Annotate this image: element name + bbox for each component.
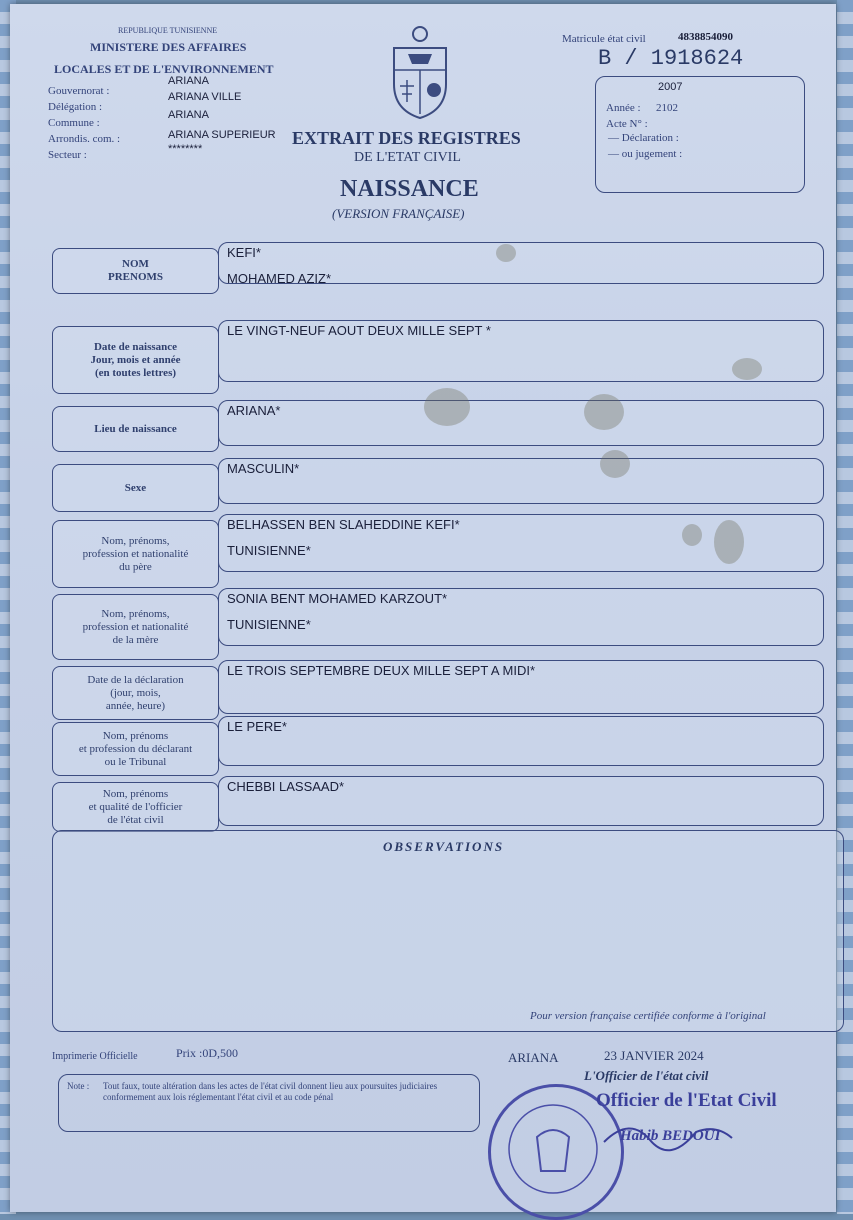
arrondis-value: ARIANA SUPERIEUR [168,129,276,141]
delegation-label: Délégation : [48,101,103,113]
field-value-box-5 [218,588,824,646]
field-value: LE VINGT-NEUF AOUT DEUX MILLE SEPT * [227,323,491,338]
field-value-box-8 [218,776,824,826]
secteur-label: Secteur : [48,149,87,161]
field-value: TUNISIENNE* [227,543,311,558]
certified-text: Pour version française certifiée conforme à l'original [530,1010,766,1022]
commune-value: ARIANA [168,109,209,121]
tunisia-coat-of-arms-icon [388,24,452,120]
field-label-6 [52,666,219,720]
note-label: Note : [67,1081,90,1091]
observations-box [52,830,844,1032]
field-label-8 [52,782,219,832]
field-value: CHEBBI LASSAAD* [227,779,345,794]
gouvernorat-value: ARIANA [168,75,209,87]
matricule-label: Matricule état civil [562,33,646,45]
field-label-text: NOM PRENOMS [108,258,163,283]
signature-title: Officier de l'Etat Civil [596,1090,777,1111]
naissance-title: NAISSANCE [340,176,479,202]
annee-typed-value: 2007 [658,81,683,93]
annee-value: 2102 [656,102,678,114]
birth-certificate-document [10,4,836,1212]
ministere-line-2: LOCALES ET DE L'ENVIRONNEMENT [54,62,274,76]
secteur-value: ******** [168,143,203,155]
field-value: ARIANA* [227,403,281,418]
field-label-7 [52,722,219,776]
field-label-text: Sexe [124,481,147,494]
field-value-box-3 [218,458,824,504]
field-label-text: Lieu de naissance [94,422,177,435]
field-value-box-2 [218,400,824,446]
field-value: KEFI* [227,245,261,260]
paper-stain [732,358,762,380]
version-subtitle: (VERSION FRANÇAISE) [332,206,465,221]
paper-stain [682,524,702,546]
field-label-5 [52,594,219,660]
city-label: ARIANA [508,1050,559,1065]
field-label-text: Date de la déclaration (jour, mois, année, heure) [87,673,184,712]
field-label-1 [52,326,219,394]
field-label-text: Nom, prénoms, profession et nationalité du père [82,534,189,573]
field-label-2 [52,406,219,452]
gouvernorat-label: Gouvernorat : [48,85,110,97]
field-value: MOHAMED AZIZ* [227,271,332,286]
field-value-box-6 [218,660,824,714]
field-label-3 [52,464,219,512]
field-value: LE TROIS SEPTEMBRE DEUX MILLE SEPT A MIDI* [227,663,536,678]
field-label-text: Nom, prénoms et qualité de l'officier de l'état civil [88,787,183,826]
annee-label: Année : [606,102,641,114]
paper-stain [600,450,630,478]
signature-name: Habib BEDOUI [620,1128,721,1144]
field-value: MASCULIN* [227,461,300,476]
declaration-label: — Déclaration : [608,132,679,144]
field-label-text: Date de naissance Jour, mois et année (en toutes lettres) [90,340,181,379]
acte-info-box [595,76,805,193]
matricule-value: 4838854090 [678,31,733,43]
field-label-text: Nom, prénoms et profession du déclarant ou le Tribunal [78,729,193,768]
arrondis-label: Arrondis. com. : [48,133,121,145]
note-text: Tout faux, toute altération dans les actes de l'état civil donnent lieu aux poursuites judiciaires conformement aux lois réglementant l'état civil et au code pénal [103,1081,438,1102]
paper-stain [714,520,744,564]
prix-label: Prix :0D,500 [176,1046,239,1060]
handwritten-signature-icon [600,1112,740,1162]
etat-civil-subtitle: DE L'ETAT CIVIL [354,150,461,165]
paper-stain [496,244,516,262]
field-label-0 [52,248,219,294]
paper-stain [424,388,470,426]
officer-title: L'Officier de l'état civil [584,1068,709,1083]
jugement-label: — ou jugement : [608,148,683,160]
field-value-box-0 [218,242,824,284]
field-label-4 [52,520,219,588]
field-value: SONIA BENT MOHAMED KARZOUT* [227,591,448,606]
republique-label: REPUBLIQUE TUNISIENNE [118,26,218,35]
delegation-value: ARIANA VILLE [168,91,242,103]
ministere-line-1: MINISTERE DES AFFAIRES [90,40,247,54]
commune-label: Commune : [48,117,100,129]
legal-note-box [58,1074,480,1132]
paper-stain [584,394,624,430]
field-value: TUNISIENNE* [227,617,311,632]
field-value: BELHASSEN BEN SLAHEDDINE KEFI* [227,517,460,532]
field-label-text: Nom, prénoms, profession et nationalité de la mère [82,607,189,646]
imprimerie-label: Imprimerie Officielle [52,1051,138,1062]
registry-number: B / 1918624 [598,46,744,71]
acte-label: Acte N° : [606,118,648,130]
field-value: LE PERE* [227,719,287,734]
field-value-box-7 [218,716,824,766]
extrait-title: EXTRAIT DES REGISTRES [292,128,521,148]
paper-border-right [837,0,853,1214]
issue-date: 23 JANVIER 2024 [604,1048,704,1063]
observations-label: OBSERVATIONS [383,839,505,854]
